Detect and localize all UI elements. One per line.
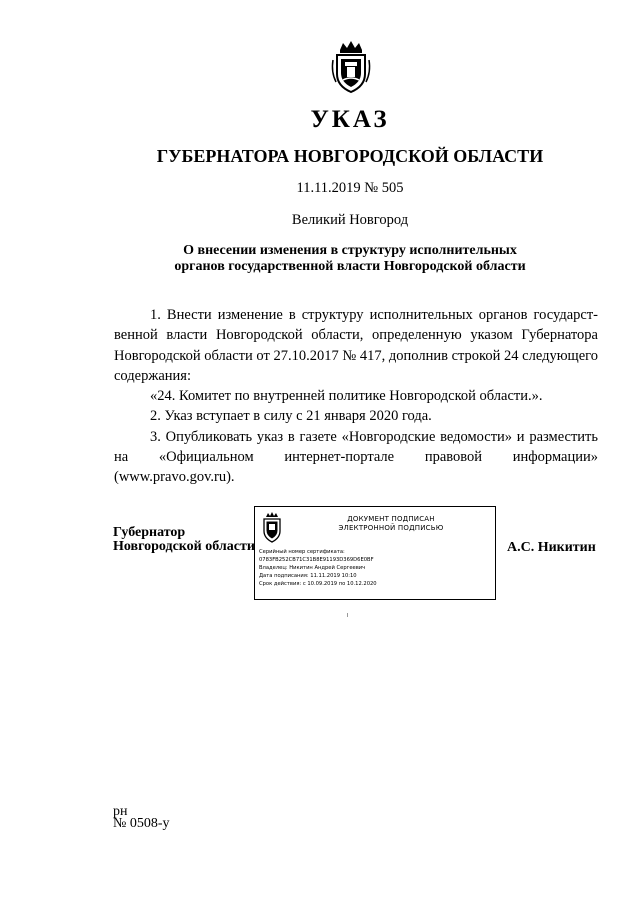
document-type-title: УКАЗ [310,106,390,133]
body-paragraph-4: 3. Опубликовать указ в газете «Новгородские ведомости» и разместить на «Официальном интернет-портале правовой информации» (www.pravo.gov.ru). [114,428,598,486]
stamp-title-line-2: ЭЛЕКТРОННОЙ ПОДПИСЬЮ [338,524,444,532]
stamp-validity: Срок действия: с 10.09.2019 по 10.12.2020 [259,581,377,587]
decree-body [114,305,598,488]
heading-line-1: О внесении изменения в структуру исполнительных [183,243,517,258]
signatory-position [113,526,255,554]
date-and-number: 11.11.2019 № 505 [296,180,404,196]
signatory-position-line-2: Новгородской области [113,539,255,554]
footer-initials: рн [113,804,128,819]
issuer-subtitle: ГУБЕРНАТОРА НОВГОРОДСКОЙ ОБЛАСТИ [156,146,544,166]
body-paragraph-2: «24. Комитет по внутренней политике Новгородской области.». [150,388,543,405]
footer-registration [113,806,170,830]
coat-of-arms-emblem [330,40,372,95]
stamp-cert-number: 0783FB252CB71C31B8E91193D369D6E0BF [259,557,374,563]
stamp-title-line-1: ДОКУМЕНТ ПОДПИСАН [347,515,435,523]
electronic-signature-stamp [254,506,496,600]
stamp-emblem-icon [260,512,284,544]
signatory-position-line-1: Губернатор [113,525,186,540]
body-paragraph-1: 1. Внести изменение в структуру исполнительных органов государст-венной власти Новгородской области, определенную указом Губернатора Новгородской области от 27.10.2017 № 417, дополнив строкой 24 следующего содержания: [114,307,598,384]
heading-line-2: органов государственной власти Новгородской области [174,259,526,274]
city-name: Великий Новгород [291,212,409,228]
stamp-details [259,548,377,588]
scan-mark [347,613,348,617]
stamp-signed-date: Дата подписания: 11.11.2019 10:10 [259,573,357,579]
decree-heading [30,243,640,275]
signatory-name: А.С. Никитин [507,540,596,555]
stamp-owner: Владелец: Никитин Андрей Сергеевич [259,565,366,571]
footer-number: № 0508-у [113,816,170,831]
body-paragraph-3: 2. Указ вступает в силу с 21 января 2020 года. [150,408,432,425]
stamp-cert-label: Серийный номер сертификата: [259,549,345,555]
stamp-title [291,515,491,533]
